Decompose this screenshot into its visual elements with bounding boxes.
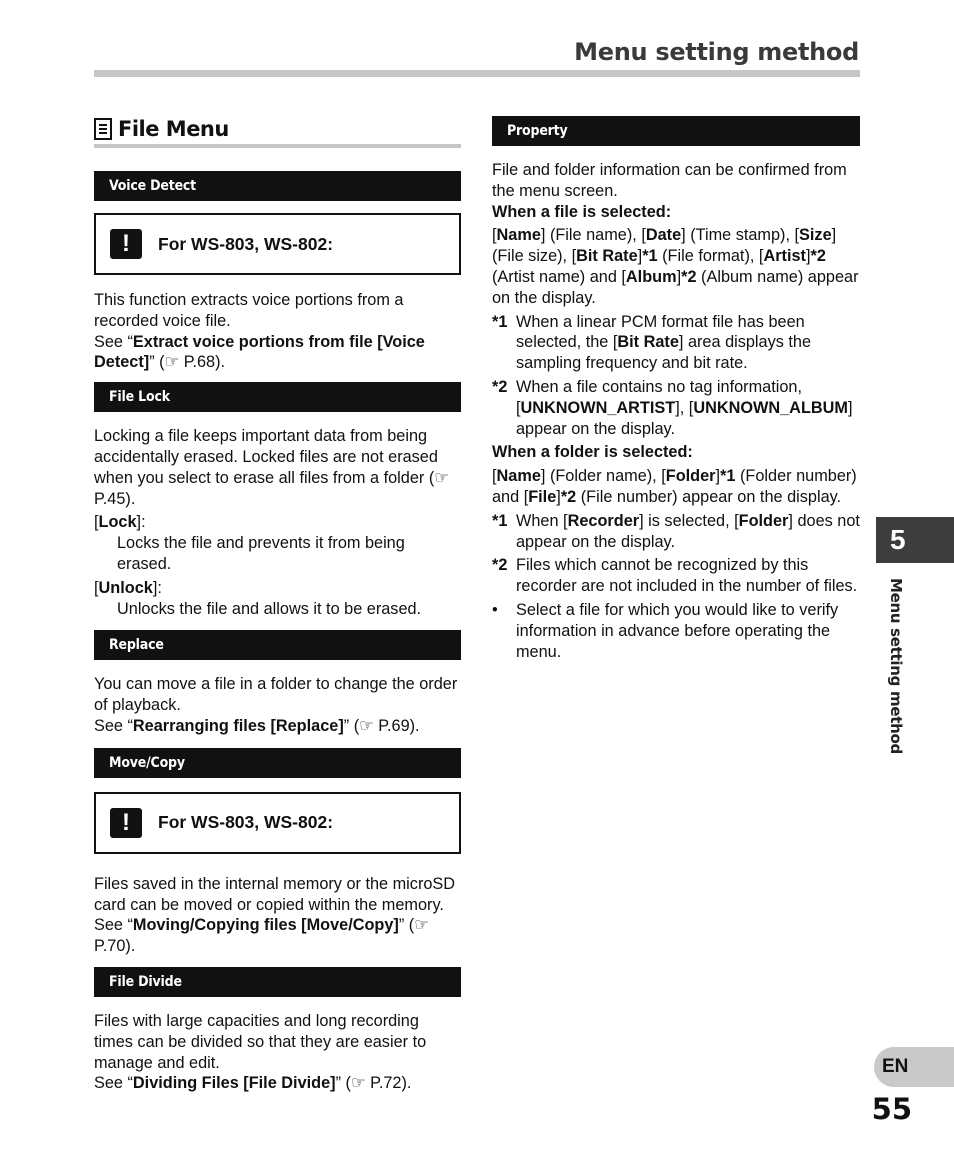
move-copy-see: See “Moving/Copying files [Move/Copy]” (☞ P.70). xyxy=(94,916,429,956)
folder-info-list: [Name] (Folder name), [Folder]*1 (Folder number) and [File]*2 (File number) appear on the display. xyxy=(492,467,857,506)
language-badge: EN xyxy=(874,1047,954,1087)
note-text: For WS-803, WS-802: xyxy=(158,233,334,254)
folder-footnote-1: *1 When [Recorder] is selected, [Folder] does not appear on the display. xyxy=(492,511,860,551)
file-lock-text: Locking a file keeps important data from being accidentally erased. Locked files are not erased when you select to erase all files from a folder (☞ P.45). xyxy=(94,427,449,508)
replace-bar: Replace xyxy=(94,630,461,660)
chapter-side-label: Menu setting method xyxy=(887,578,905,754)
exclamation-icon: ! xyxy=(110,808,142,838)
file-lock-bar: File Lock xyxy=(94,382,461,412)
file-selected-heading: When a file is selected: xyxy=(492,202,672,221)
page-number: 55 xyxy=(871,1092,912,1126)
unlock-option-label: [Unlock]: xyxy=(94,578,162,597)
voice-detect-text: This function extracts voice portions from a recorded voice file. xyxy=(94,291,404,330)
move-copy-note xyxy=(94,792,461,854)
voice-detect-note xyxy=(94,213,461,275)
lock-option-label: [Lock]: xyxy=(94,513,146,532)
file-info-list: [Name] (File name), [Date] (Time stamp), [Size] (File size), [Bit Rate]*1 (File format), [Artist]*2 (Artist name) and [Album]*2 (Album name) appear on the display. xyxy=(492,226,859,307)
footnote-2: *2 When a file contains no tag information, [UNKNOWN_ARTIST], [UNKNOWN_ALBUM] appear on the display. xyxy=(492,377,853,438)
right-column xyxy=(492,116,860,662)
bullet-item: • Select a file for which you would like to verify information in advance before operating the menu. xyxy=(492,600,839,661)
voice-detect-bar: Voice Detect xyxy=(94,171,461,201)
file-divide-see: See “Dividing Files [File Divide]” (☞ P.72). xyxy=(94,1074,412,1093)
note-text: For WS-803, WS-802: xyxy=(158,812,334,833)
file-divide-text: Files with large capacities and long recording times can be divided so that they are easier to manage and edit. xyxy=(94,1011,427,1072)
file-divide-bar: File Divide xyxy=(94,967,461,997)
unlock-option-desc: Unlocks the file and allows it to be erased. xyxy=(117,599,422,618)
replace-text: You can move a file in a folder to change the order of playback. xyxy=(94,675,458,715)
replace-see: See “Rearranging files [Replace]” (☞ P.69). xyxy=(94,716,420,735)
left-column xyxy=(94,118,461,1094)
lock-option-desc: Locks the file and prevents it from being erased. xyxy=(117,534,405,573)
property-bar: Property xyxy=(492,116,860,146)
section-heading xyxy=(94,118,461,140)
document-icon xyxy=(94,118,112,140)
folder-footnote-2: *2 Files which cannot be recognized by this recorder are not included in the number of files. xyxy=(492,556,858,596)
folder-selected-heading: When a folder is selected: xyxy=(492,443,693,462)
exclamation-icon: ! xyxy=(110,229,142,259)
property-intro: File and folder information can be confirmed from the menu screen. xyxy=(492,161,847,200)
voice-detect-see: See “Extract voice portions from file [Voice Detect]” (☞ P.68). xyxy=(94,332,425,372)
section-title: File Menu xyxy=(118,116,229,141)
move-copy-bar: Move/Copy xyxy=(94,748,461,778)
chapter-tab: 5 xyxy=(876,517,954,563)
footnote-1: *1 When a linear PCM format file has been selected, the [Bit Rate] area displays the sampling frequency and bit rate. xyxy=(492,312,812,373)
header-rule xyxy=(94,70,860,77)
move-copy-text: Files saved in the internal memory or the microSD card can be moved or copied within the memory. xyxy=(94,874,456,914)
page-header-title: Menu setting method xyxy=(574,38,859,66)
